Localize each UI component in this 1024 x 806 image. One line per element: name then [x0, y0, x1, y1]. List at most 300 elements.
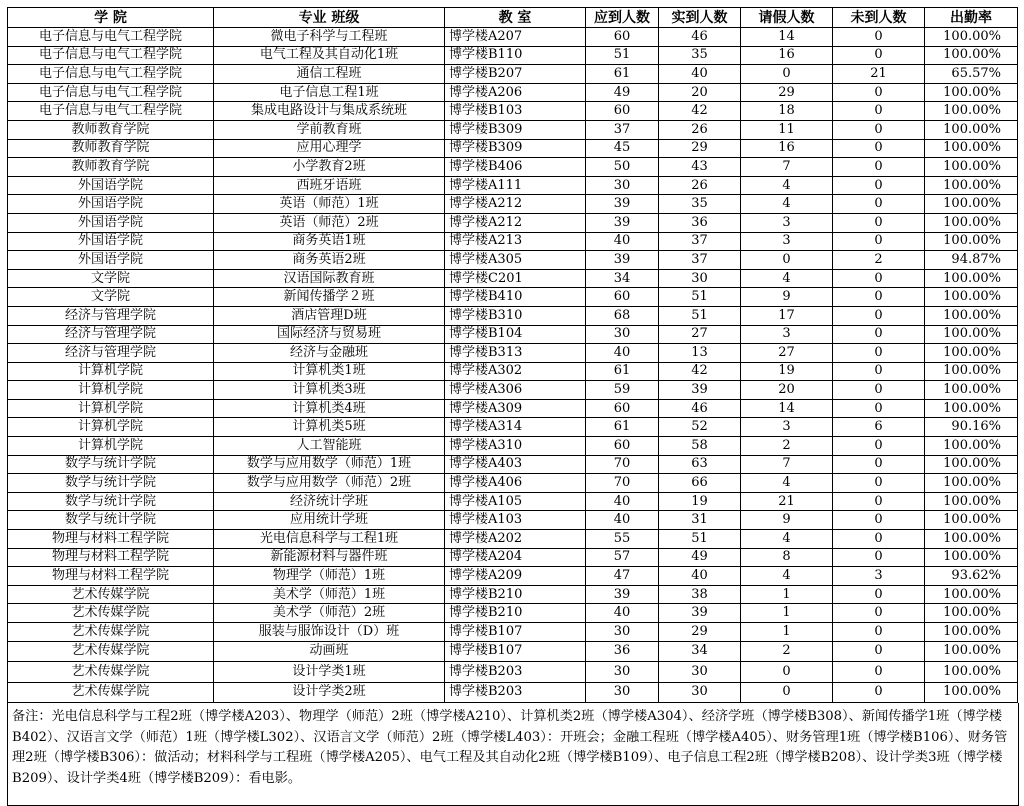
present-count-cell: 42 [659, 362, 741, 381]
college-cell: 计算机学院 [8, 381, 214, 400]
college-cell: 外国语学院 [8, 232, 214, 251]
major-class-cell: 物理学（师范）1班 [214, 567, 445, 586]
table-row [8, 46, 1018, 65]
table-row [8, 325, 1018, 344]
expected-count-cell: 60 [586, 28, 659, 47]
expected-count-cell: 30 [586, 325, 659, 344]
leave-count-cell: 0 [741, 682, 833, 703]
major-class-cell: 服装与服饰设计（D）班 [214, 623, 445, 642]
table-row [8, 102, 1018, 121]
absent-count-cell: 0 [833, 139, 925, 158]
major-class-cell: 光电信息科学与工程1班 [214, 530, 445, 549]
leave-count-cell: 19 [741, 362, 833, 381]
major-class-cell: 数学与应用数学（师范）2班 [214, 474, 445, 493]
attendance-rate-cell: 100.00% [925, 195, 1018, 214]
leave-count-cell: 14 [741, 28, 833, 47]
expected-count-cell: 70 [586, 455, 659, 474]
table-row [8, 474, 1018, 493]
expected-count-cell: 60 [586, 288, 659, 307]
absent-count-cell: 0 [833, 195, 925, 214]
major-class-cell: 国际经济与贸易班 [214, 325, 445, 344]
table-row [8, 139, 1018, 158]
header-leave-count: 请假人数 [741, 8, 833, 28]
leave-count-cell: 3 [741, 418, 833, 437]
attendance-rate-cell: 100.00% [925, 83, 1018, 102]
classroom-cell: 博学楼A310 [445, 437, 586, 456]
classroom-cell: 博学楼A305 [445, 251, 586, 270]
absent-count-cell: 0 [833, 269, 925, 288]
classroom-cell: 博学楼A105 [445, 492, 586, 511]
major-class-cell: 动画班 [214, 641, 445, 662]
attendance-rate-cell: 100.00% [925, 641, 1018, 662]
absent-count-cell: 0 [833, 682, 925, 703]
table-row [8, 399, 1018, 418]
classroom-cell: 博学楼B313 [445, 344, 586, 363]
expected-count-cell: 70 [586, 474, 659, 493]
college-cell: 艺术传媒学院 [8, 682, 214, 703]
major-class-cell: 数学与应用数学（师范）1班 [214, 455, 445, 474]
leave-count-cell: 11 [741, 120, 833, 139]
classroom-cell: 博学楼A314 [445, 418, 586, 437]
table-row [8, 511, 1018, 530]
leave-count-cell: 4 [741, 195, 833, 214]
absent-count-cell: 0 [833, 623, 925, 642]
table-row [8, 381, 1018, 400]
classroom-cell: 博学楼B210 [445, 585, 586, 604]
major-class-cell: 计算机类4班 [214, 399, 445, 418]
classroom-cell: 博学楼B310 [445, 306, 586, 325]
attendance-rate-cell: 100.00% [925, 232, 1018, 251]
expected-count-cell: 57 [586, 548, 659, 567]
expected-count-cell: 34 [586, 269, 659, 288]
classroom-cell: 博学楼B207 [445, 65, 586, 84]
table-row [8, 530, 1018, 549]
present-count-cell: 13 [659, 344, 741, 363]
classroom-cell: 博学楼C201 [445, 269, 586, 288]
absent-count-cell: 0 [833, 28, 925, 47]
attendance-rate-cell: 100.00% [925, 530, 1018, 549]
classroom-cell: 博学楼B110 [445, 46, 586, 65]
attendance-rate-cell: 100.00% [925, 288, 1018, 307]
expected-count-cell: 40 [586, 232, 659, 251]
attendance-rate-cell: 100.00% [925, 158, 1018, 177]
college-cell: 物理与材料工程学院 [8, 567, 214, 586]
absent-count-cell: 21 [833, 65, 925, 84]
absent-count-cell: 0 [833, 213, 925, 232]
table-row [8, 176, 1018, 195]
college-cell: 数学与统计学院 [8, 511, 214, 530]
leave-count-cell: 29 [741, 83, 833, 102]
present-count-cell: 63 [659, 455, 741, 474]
attendance-rate-cell: 100.00% [925, 28, 1018, 47]
college-cell: 电子信息与电气工程学院 [8, 65, 214, 84]
present-count-cell: 35 [659, 46, 741, 65]
major-class-cell: 计算机类5班 [214, 418, 445, 437]
expected-count-cell: 59 [586, 381, 659, 400]
major-class-cell: 商务英语2班 [214, 251, 445, 270]
remarks-note: 备注：光电信息科学与工程2班（博学楼A203）、物理学（师范）2班（博学楼A210）、计算机类2班（博学楼A304）、经济学班（博学楼B308）、新闻传播学1班（博学楼B402）、汉语言文学（师范）1班（博学楼L302）、汉语言文学（师范）2班（博学楼L403）：开班会；金融工程班（博学楼A405）、财务管理1班（博学楼B106）、财务管理2班（博学楼B306）：做活动；材料科学与工程班（博学楼A205）、电气工程及其自动化2班（博学楼B109）、电子信息工程2班（博学楼B208）、设计学类3班（博学楼B209）、设计学类4班（博学楼B209）：看电影。 [7, 703, 1019, 806]
college-cell: 艺术传媒学院 [8, 641, 214, 662]
classroom-cell: 博学楼A309 [445, 399, 586, 418]
classroom-cell: 博学楼A204 [445, 548, 586, 567]
major-class-cell: 西班牙语班 [214, 176, 445, 195]
expected-count-cell: 45 [586, 139, 659, 158]
absent-count-cell: 0 [833, 344, 925, 363]
attendance-rate-cell: 100.00% [925, 46, 1018, 65]
present-count-cell: 39 [659, 381, 741, 400]
table-row [8, 158, 1018, 177]
attendance-sheet [7, 7, 1017, 806]
present-count-cell: 27 [659, 325, 741, 344]
absent-count-cell: 0 [833, 662, 925, 683]
absent-count-cell: 0 [833, 381, 925, 400]
leave-count-cell: 1 [741, 604, 833, 623]
classroom-cell: 博学楼A212 [445, 195, 586, 214]
classroom-cell: 博学楼A111 [445, 176, 586, 195]
college-cell: 教师教育学院 [8, 158, 214, 177]
attendance-rate-cell: 100.00% [925, 455, 1018, 474]
classroom-cell: 博学楼A302 [445, 362, 586, 381]
attendance-rate-cell: 100.00% [925, 511, 1018, 530]
college-cell: 经济与管理学院 [8, 344, 214, 363]
classroom-cell: 博学楼B107 [445, 623, 586, 642]
table-row [8, 455, 1018, 474]
college-cell: 艺术传媒学院 [8, 585, 214, 604]
table-row [8, 623, 1018, 642]
leave-count-cell: 4 [741, 176, 833, 195]
college-cell: 文学院 [8, 288, 214, 307]
table-row [8, 120, 1018, 139]
expected-count-cell: 61 [586, 418, 659, 437]
absent-count-cell: 0 [833, 492, 925, 511]
leave-count-cell: 16 [741, 139, 833, 158]
leave-count-cell: 8 [741, 548, 833, 567]
college-cell: 文学院 [8, 269, 214, 288]
attendance-rate-cell: 100.00% [925, 399, 1018, 418]
absent-count-cell: 0 [833, 548, 925, 567]
present-count-cell: 26 [659, 120, 741, 139]
attendance-rate-cell: 100.00% [925, 623, 1018, 642]
present-count-cell: 46 [659, 28, 741, 47]
absent-count-cell: 0 [833, 120, 925, 139]
attendance-rate-cell: 100.00% [925, 120, 1018, 139]
classroom-cell: 博学楼B210 [445, 604, 586, 623]
attendance-rate-cell: 100.00% [925, 176, 1018, 195]
expected-count-cell: 60 [586, 399, 659, 418]
absent-count-cell: 0 [833, 306, 925, 325]
attendance-rate-cell: 100.00% [925, 585, 1018, 604]
classroom-cell: 博学楼B104 [445, 325, 586, 344]
expected-count-cell: 49 [586, 83, 659, 102]
present-count-cell: 58 [659, 437, 741, 456]
present-count-cell: 19 [659, 492, 741, 511]
leave-count-cell: 0 [741, 251, 833, 270]
classroom-cell: 博学楼B410 [445, 288, 586, 307]
college-cell: 计算机学院 [8, 362, 214, 381]
table-row [8, 83, 1018, 102]
expected-count-cell: 37 [586, 120, 659, 139]
expected-count-cell: 40 [586, 344, 659, 363]
expected-count-cell: 61 [586, 65, 659, 84]
attendance-rate-cell: 100.00% [925, 474, 1018, 493]
attendance-rate-cell: 100.00% [925, 662, 1018, 683]
attendance-rate-cell: 94.87% [925, 251, 1018, 270]
table-row [8, 362, 1018, 381]
expected-count-cell: 30 [586, 176, 659, 195]
college-cell: 电子信息与电气工程学院 [8, 83, 214, 102]
attendance-rate-cell: 100.00% [925, 548, 1018, 567]
major-class-cell: 经济统计学班 [214, 492, 445, 511]
major-class-cell: 应用心理学 [214, 139, 445, 158]
leave-count-cell: 7 [741, 455, 833, 474]
table-row [8, 288, 1018, 307]
major-class-cell: 人工智能班 [214, 437, 445, 456]
major-class-cell: 计算机类3班 [214, 381, 445, 400]
major-class-cell: 学前教育班 [214, 120, 445, 139]
expected-count-cell: 40 [586, 604, 659, 623]
leave-count-cell: 9 [741, 288, 833, 307]
expected-count-cell: 36 [586, 641, 659, 662]
attendance-rate-cell: 100.00% [925, 492, 1018, 511]
leave-count-cell: 3 [741, 213, 833, 232]
table-row [8, 195, 1018, 214]
attendance-rate-cell: 100.00% [925, 381, 1018, 400]
attendance-rate-cell: 100.00% [925, 344, 1018, 363]
expected-count-cell: 39 [586, 195, 659, 214]
attendance-rate-cell: 100.00% [925, 437, 1018, 456]
college-cell: 电子信息与电气工程学院 [8, 102, 214, 121]
table-row [8, 344, 1018, 363]
major-class-cell: 酒店管理D班 [214, 306, 445, 325]
attendance-rate-cell: 100.00% [925, 306, 1018, 325]
present-count-cell: 51 [659, 306, 741, 325]
expected-count-cell: 47 [586, 567, 659, 586]
absent-count-cell: 0 [833, 399, 925, 418]
classroom-cell: 博学楼A207 [445, 28, 586, 47]
table-row [8, 585, 1018, 604]
present-count-cell: 39 [659, 604, 741, 623]
present-count-cell: 66 [659, 474, 741, 493]
classroom-cell: 博学楼B203 [445, 682, 586, 703]
absent-count-cell: 0 [833, 455, 925, 474]
major-class-cell: 通信工程班 [214, 65, 445, 84]
major-class-cell: 美术学（师范）2班 [214, 604, 445, 623]
absent-count-cell: 0 [833, 325, 925, 344]
college-cell: 物理与材料工程学院 [8, 530, 214, 549]
college-cell: 外国语学院 [8, 213, 214, 232]
absent-count-cell: 0 [833, 362, 925, 381]
major-class-cell: 新闻传播学２班 [214, 288, 445, 307]
classroom-cell: 博学楼A406 [445, 474, 586, 493]
leave-count-cell: 0 [741, 662, 833, 683]
leave-count-cell: 2 [741, 437, 833, 456]
major-class-cell: 电子信息工程1班 [214, 83, 445, 102]
header-row [8, 8, 1018, 28]
major-class-cell: 设计学类2班 [214, 682, 445, 703]
absent-count-cell: 0 [833, 530, 925, 549]
table-body [8, 28, 1018, 703]
table-row [8, 232, 1018, 251]
attendance-rate-cell: 100.00% [925, 269, 1018, 288]
expected-count-cell: 55 [586, 530, 659, 549]
present-count-cell: 51 [659, 288, 741, 307]
present-count-cell: 38 [659, 585, 741, 604]
classroom-cell: 博学楼A202 [445, 530, 586, 549]
expected-count-cell: 39 [586, 251, 659, 270]
college-cell: 教师教育学院 [8, 120, 214, 139]
table-row [8, 492, 1018, 511]
major-class-cell: 计算机类1班 [214, 362, 445, 381]
classroom-cell: 博学楼B103 [445, 102, 586, 121]
present-count-cell: 43 [659, 158, 741, 177]
attendance-rate-cell: 100.00% [925, 213, 1018, 232]
expected-count-cell: 61 [586, 362, 659, 381]
table-row [8, 306, 1018, 325]
absent-count-cell: 0 [833, 176, 925, 195]
absent-count-cell: 0 [833, 511, 925, 530]
header-classroom: 教 室 [445, 8, 586, 28]
present-count-cell: 52 [659, 418, 741, 437]
present-count-cell: 31 [659, 511, 741, 530]
absent-count-cell: 6 [833, 418, 925, 437]
major-class-cell: 电气工程及其自动化1班 [214, 46, 445, 65]
major-class-cell: 应用统计学班 [214, 511, 445, 530]
attendance-rate-cell: 65.57% [925, 65, 1018, 84]
expected-count-cell: 40 [586, 511, 659, 530]
absent-count-cell: 0 [833, 437, 925, 456]
present-count-cell: 40 [659, 567, 741, 586]
classroom-cell: 博学楼A403 [445, 455, 586, 474]
classroom-cell: 博学楼B107 [445, 641, 586, 662]
college-cell: 电子信息与电气工程学院 [8, 46, 214, 65]
leave-count-cell: 1 [741, 585, 833, 604]
table-row [8, 641, 1018, 662]
college-cell: 数学与统计学院 [8, 474, 214, 493]
expected-count-cell: 30 [586, 682, 659, 703]
table-row [8, 269, 1018, 288]
leave-count-cell: 14 [741, 399, 833, 418]
college-cell: 经济与管理学院 [8, 306, 214, 325]
college-cell: 外国语学院 [8, 251, 214, 270]
table-row [8, 213, 1018, 232]
leave-count-cell: 1 [741, 623, 833, 642]
leave-count-cell: 3 [741, 232, 833, 251]
classroom-cell: 博学楼A209 [445, 567, 586, 586]
present-count-cell: 34 [659, 641, 741, 662]
classroom-cell: 博学楼B203 [445, 662, 586, 683]
table-row [8, 28, 1018, 47]
present-count-cell: 37 [659, 251, 741, 270]
present-count-cell: 49 [659, 548, 741, 567]
leave-count-cell: 2 [741, 641, 833, 662]
attendance-rate-cell: 100.00% [925, 604, 1018, 623]
present-count-cell: 51 [659, 530, 741, 549]
expected-count-cell: 51 [586, 46, 659, 65]
present-count-cell: 30 [659, 269, 741, 288]
classroom-cell: 博学楼B309 [445, 120, 586, 139]
leave-count-cell: 4 [741, 269, 833, 288]
leave-count-cell: 17 [741, 306, 833, 325]
college-cell: 数学与统计学院 [8, 455, 214, 474]
table-row [8, 682, 1018, 703]
attendance-rate-cell: 100.00% [925, 682, 1018, 703]
attendance-table [7, 7, 1018, 703]
attendance-rate-cell: 93.62% [925, 567, 1018, 586]
absent-count-cell: 3 [833, 567, 925, 586]
college-cell: 电子信息与电气工程学院 [8, 28, 214, 47]
present-count-cell: 30 [659, 682, 741, 703]
expected-count-cell: 68 [586, 306, 659, 325]
major-class-cell: 设计学类1班 [214, 662, 445, 683]
expected-count-cell: 60 [586, 102, 659, 121]
major-class-cell: 新能源材料与器件班 [214, 548, 445, 567]
absent-count-cell: 0 [833, 83, 925, 102]
header-college: 学 院 [8, 8, 214, 28]
college-cell: 艺术传媒学院 [8, 623, 214, 642]
major-class-cell: 英语（师范）2班 [214, 213, 445, 232]
table-row [8, 548, 1018, 567]
present-count-cell: 29 [659, 623, 741, 642]
major-class-cell: 英语（师范）1班 [214, 195, 445, 214]
college-cell: 计算机学院 [8, 437, 214, 456]
college-cell: 经济与管理学院 [8, 325, 214, 344]
leave-count-cell: 4 [741, 530, 833, 549]
leave-count-cell: 9 [741, 511, 833, 530]
present-count-cell: 36 [659, 213, 741, 232]
present-count-cell: 40 [659, 65, 741, 84]
college-cell: 艺术传媒学院 [8, 662, 214, 683]
attendance-rate-cell: 90.16% [925, 418, 1018, 437]
table-row [8, 567, 1018, 586]
college-cell: 艺术传媒学院 [8, 604, 214, 623]
present-count-cell: 29 [659, 139, 741, 158]
college-cell: 计算机学院 [8, 399, 214, 418]
header-attendance-rate: 出勤率 [925, 8, 1018, 28]
leave-count-cell: 3 [741, 325, 833, 344]
present-count-cell: 37 [659, 232, 741, 251]
college-cell: 计算机学院 [8, 418, 214, 437]
expected-count-cell: 39 [586, 585, 659, 604]
expected-count-cell: 30 [586, 623, 659, 642]
absent-count-cell: 0 [833, 102, 925, 121]
expected-count-cell: 30 [586, 662, 659, 683]
leave-count-cell: 4 [741, 567, 833, 586]
absent-count-cell: 0 [833, 288, 925, 307]
present-count-cell: 46 [659, 399, 741, 418]
expected-count-cell: 50 [586, 158, 659, 177]
absent-count-cell: 0 [833, 474, 925, 493]
expected-count-cell: 40 [586, 492, 659, 511]
table-row [8, 437, 1018, 456]
absent-count-cell: 0 [833, 158, 925, 177]
leave-count-cell: 21 [741, 492, 833, 511]
attendance-rate-cell: 100.00% [925, 362, 1018, 381]
classroom-cell: 博学楼A306 [445, 381, 586, 400]
leave-count-cell: 20 [741, 381, 833, 400]
college-cell: 教师教育学院 [8, 139, 214, 158]
college-cell: 外国语学院 [8, 195, 214, 214]
absent-count-cell: 0 [833, 232, 925, 251]
major-class-cell: 美术学（师范）1班 [214, 585, 445, 604]
present-count-cell: 42 [659, 102, 741, 121]
major-class-cell: 汉语国际教育班 [214, 269, 445, 288]
major-class-cell: 经济与金融班 [214, 344, 445, 363]
attendance-rate-cell: 100.00% [925, 139, 1018, 158]
absent-count-cell: 0 [833, 641, 925, 662]
major-class-cell: 微电子科学与工程班 [214, 28, 445, 47]
college-cell: 数学与统计学院 [8, 492, 214, 511]
classroom-cell: 博学楼A212 [445, 213, 586, 232]
